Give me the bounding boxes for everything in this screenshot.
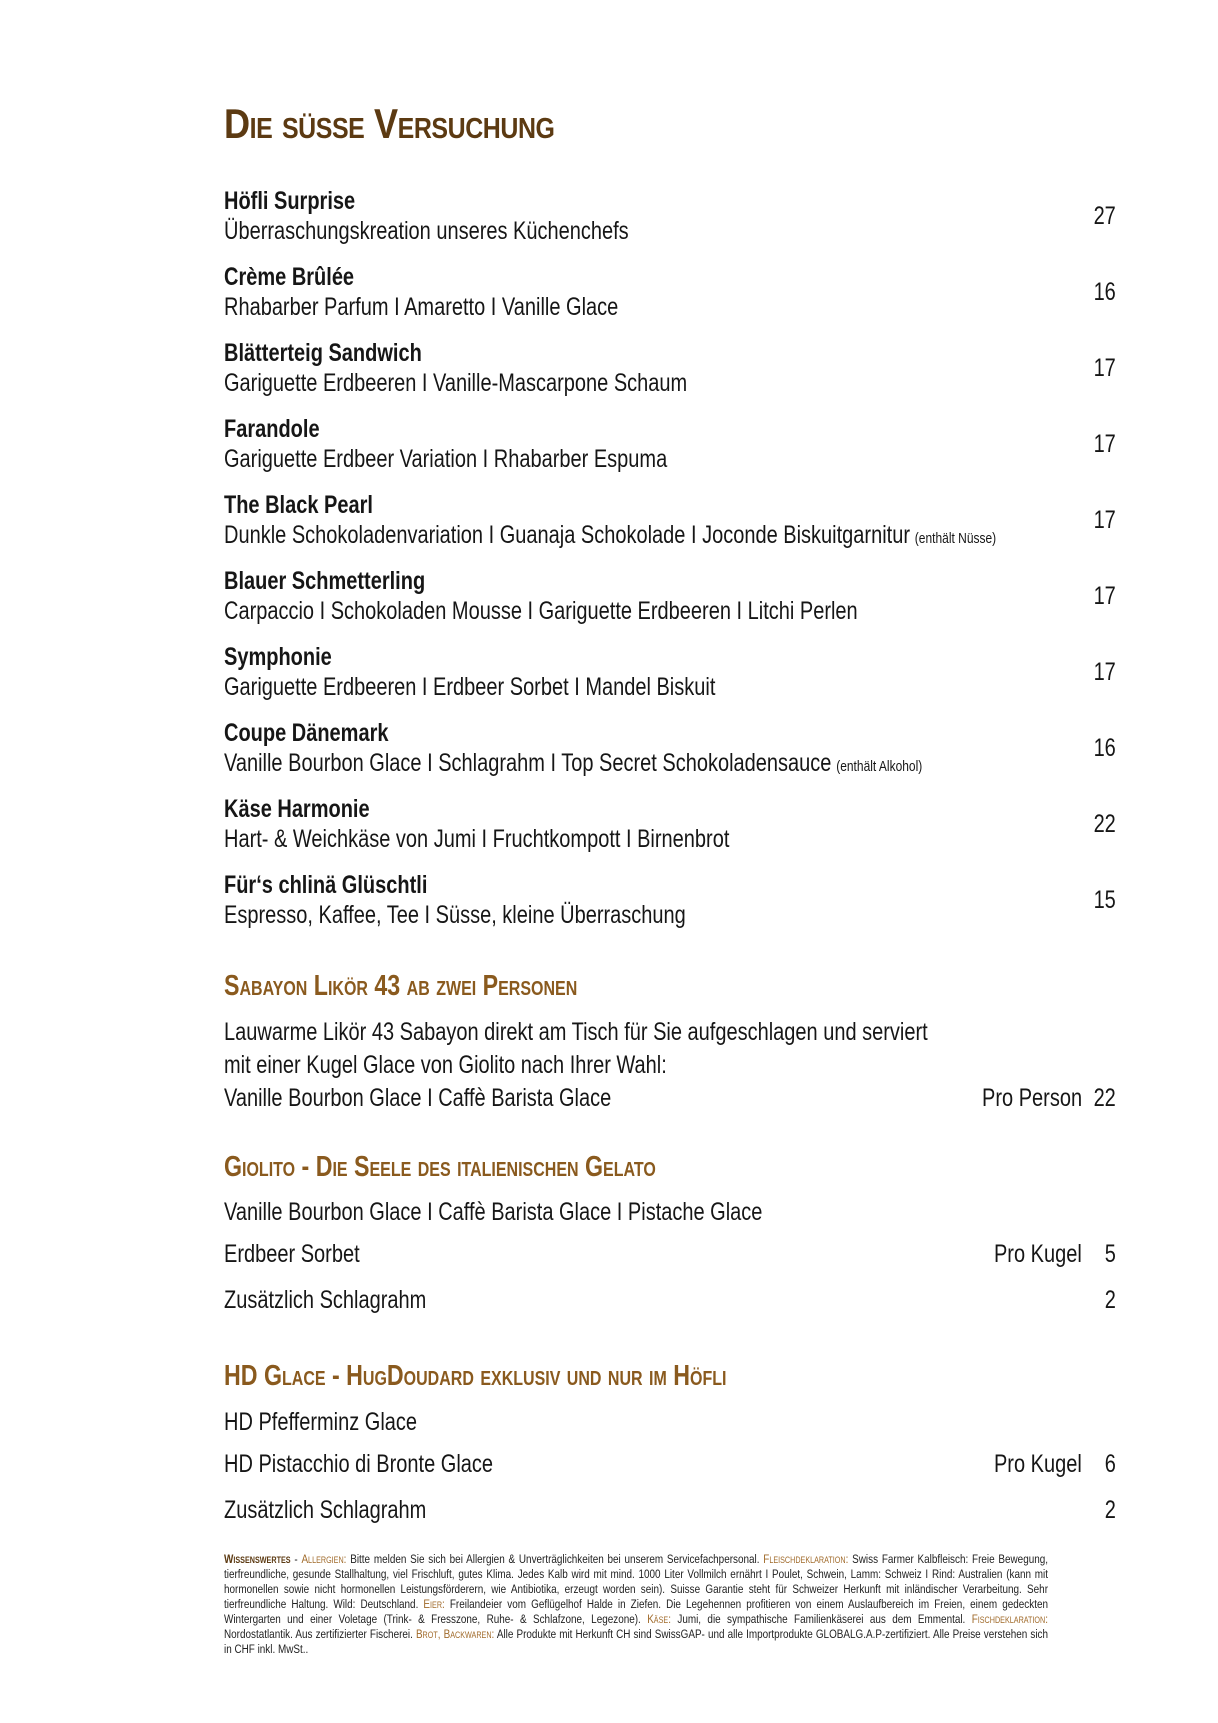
item-name: Blauer Schmetterling (224, 567, 426, 595)
hd-extra-price: 2 (1104, 1496, 1116, 1524)
sabayon-price: 22 (1093, 1084, 1116, 1112)
item-description (224, 292, 623, 326)
item-price: 17 (1093, 430, 1116, 458)
item-desc-text: Gariguette Erdbeeren I Vanille-Mascarpone Schaum (224, 369, 688, 397)
footer-kaese-label: Käse: (647, 1612, 671, 1626)
sabayon-line-2: mit einer Kugel Glace von Giolito nach Ihrer Wahl: (224, 1051, 667, 1079)
item-name: Käse Harmonie (224, 795, 370, 823)
item-name: Für‘s chlinä Glüschtli (224, 871, 428, 899)
menu-item (224, 338, 1126, 414)
menu-item (224, 794, 1126, 870)
item-description (224, 216, 633, 250)
menu-item (224, 642, 1126, 718)
item-description (224, 520, 996, 554)
menu-page (224, 0, 1126, 1723)
item-name: Farandole (224, 415, 320, 443)
giolito-price-label: Pro Kugel (994, 1240, 1082, 1268)
item-description (224, 824, 734, 858)
footer-fisch-label: Fischdeklaration: (971, 1612, 1048, 1626)
page-title: Die süsse Versuchung (224, 100, 555, 147)
menu-item (224, 262, 1126, 338)
sabayon-price-label: Pro Person (981, 1084, 1082, 1112)
footer-eier-text: Freilandeier vom Geflügelhof Halde in Ziefen. Die Legehennen profitieren von einem Auslaufbereich im Freien, einem gedeckten Wintergarten und einer Voletage (Trink- & Fresszone, Ruhe- & Schlafzone, Legezone). (224, 1597, 1048, 1626)
item-desc-text: Gariguette Erdbeer Variation I Rhabarber Espuma (224, 445, 668, 473)
item-note: (enthält Nüsse) (914, 530, 997, 547)
footer-sep: - (290, 1552, 302, 1566)
hd-extra: Zusätzlich Schlagrahm (224, 1496, 427, 1524)
item-price: 17 (1093, 582, 1116, 610)
footer-eier-label: Eier: (423, 1597, 445, 1611)
item-desc-text: Gariguette Erdbeeren I Erdbeer Sorbet I Mandel Biskuit (224, 673, 716, 701)
footer-brot-text: Alle Produkte mit Herkunft CH sind SwissGAP- und alle Importprodukte GLOBALG.A.P-zertifiziert. Alle Preise verstehen sich in CHF inkl. MwSt.. (224, 1627, 1048, 1656)
menu-item (224, 566, 1126, 642)
giolito-line-1: Vanille Bourbon Glace I Caffè Barista Glace I Pistache Glace (224, 1198, 763, 1226)
dessert-list (224, 186, 1126, 946)
item-description (224, 368, 692, 402)
menu-item (224, 186, 1126, 262)
footer-fleisch-text: Swiss Farmer Kalbfleisch: Freie Bewegung, tierfreundliche, gesunde Stallhaltung, viel Frischluft, gutes Klima. Jedes Kalb wird mit mind. 1000 Liter Vollmilch ernährt I Poulet, Schwein, Lamm: Schweiz I Rind: Australien (kann mit hormonellen sowie nicht hormonellen Leistungsförderern, wie Antibiotika, erzeugt worden sein). Suisse Garantie steht für Schweizer Herkunft mit inländischer Verarbeitung. Sehr tierfreundliche Haltung. Wild: Deutschland. (224, 1552, 1048, 1611)
item-desc-text: Dunkle Schokoladenvariation I Guanaja Schokolade I Joconde Biskuitgarnitur (224, 521, 910, 549)
giolito-title: Giolito - Die Seele des italienischen Gelato (224, 1151, 656, 1183)
hd-price-label: Pro Kugel (994, 1450, 1082, 1478)
item-note: (enthält Alkohol) (836, 758, 923, 775)
footer-fleisch-label: Fleischdeklaration: (763, 1552, 849, 1566)
item-price: 16 (1093, 734, 1116, 762)
item-description (224, 900, 691, 934)
footer-fisch-text: Nordostatlantik. Aus zertifizierter Fischerei. (224, 1627, 416, 1641)
item-desc-text: Vanille Bourbon Glace I Schlagrahm I Top Secret Schokoladensauce (224, 749, 832, 777)
menu-item (224, 870, 1126, 946)
item-description (224, 444, 672, 478)
item-desc-text: Espresso, Kaffee, Tee I Süsse, kleine Überraschung (224, 901, 686, 929)
hd-title: HD Glace - HugDoudard exklusiv und nur im Höfli (224, 1360, 727, 1392)
footer-brot-label: Brot, Backwaren: (415, 1627, 495, 1641)
sabayon-line-1: Lauwarme Likör 43 Sabayon direkt am Tisch für Sie aufgeschlagen und serviert (224, 1018, 928, 1046)
footer-kaese-text: Jumi, die sympathische Familienkäserei aus dem Emmental. (670, 1612, 972, 1626)
item-price: 22 (1093, 810, 1116, 838)
item-name: Höfli Surprise (224, 187, 356, 215)
item-name: Coupe Dänemark (224, 719, 389, 747)
sabayon-line-3: Vanille Bourbon Glace I Caffè Barista Glace (224, 1084, 612, 1112)
item-desc-text: Überraschungskreation unseres Küchenchefs (224, 217, 629, 245)
item-price: 17 (1093, 506, 1116, 534)
footer-heading: Wissenswertes (224, 1552, 291, 1566)
item-desc-text: Rhabarber Parfum I Amaretto I Vanille Glace (224, 293, 619, 321)
giolito-extra-price: 2 (1104, 1286, 1116, 1314)
item-name: Blätterteig Sandwich (224, 339, 422, 367)
hd-line-2: HD Pistacchio di Bronte Glace (224, 1450, 494, 1478)
hd-line-1: HD Pfefferminz Glace (224, 1408, 418, 1436)
item-desc-text: Carpaccio I Schokoladen Mousse I Gariguette Erdbeeren I Litchi Perlen (224, 597, 858, 625)
item-description (224, 672, 720, 706)
item-price: 17 (1093, 658, 1116, 686)
footer-allergen-text: Bitte melden Sie sich bei Allergien & Unverträglichkeiten bei unserem Servicefachpersonal. (346, 1552, 764, 1566)
item-price: 16 (1093, 278, 1116, 306)
item-desc-text: Hart- & Weichkäse von Jumi I Fruchtkompott I Birnenbrot (224, 825, 730, 853)
hd-price: 6 (1104, 1450, 1116, 1478)
giolito-line-2: Erdbeer Sorbet (224, 1240, 360, 1268)
item-price: 27 (1093, 202, 1116, 230)
item-name: Symphonie (224, 643, 332, 671)
sabayon-title: Sabayon Likör 43 ab zwei Personen (224, 970, 578, 1002)
item-name: The Black Pearl (224, 491, 373, 519)
footer-allergen-label: Allergien: (301, 1552, 347, 1566)
giolito-extra: Zusätzlich Schlagrahm (224, 1286, 427, 1314)
item-name: Crème Brûlée (224, 263, 355, 291)
menu-item (224, 490, 1126, 566)
item-description (224, 596, 862, 630)
item-price: 17 (1093, 354, 1116, 382)
item-description (224, 748, 922, 782)
item-price: 15 (1093, 886, 1116, 914)
menu-item (224, 718, 1126, 794)
giolito-price: 5 (1104, 1240, 1116, 1268)
footer-notes (224, 1552, 1048, 1657)
menu-item (224, 414, 1126, 490)
